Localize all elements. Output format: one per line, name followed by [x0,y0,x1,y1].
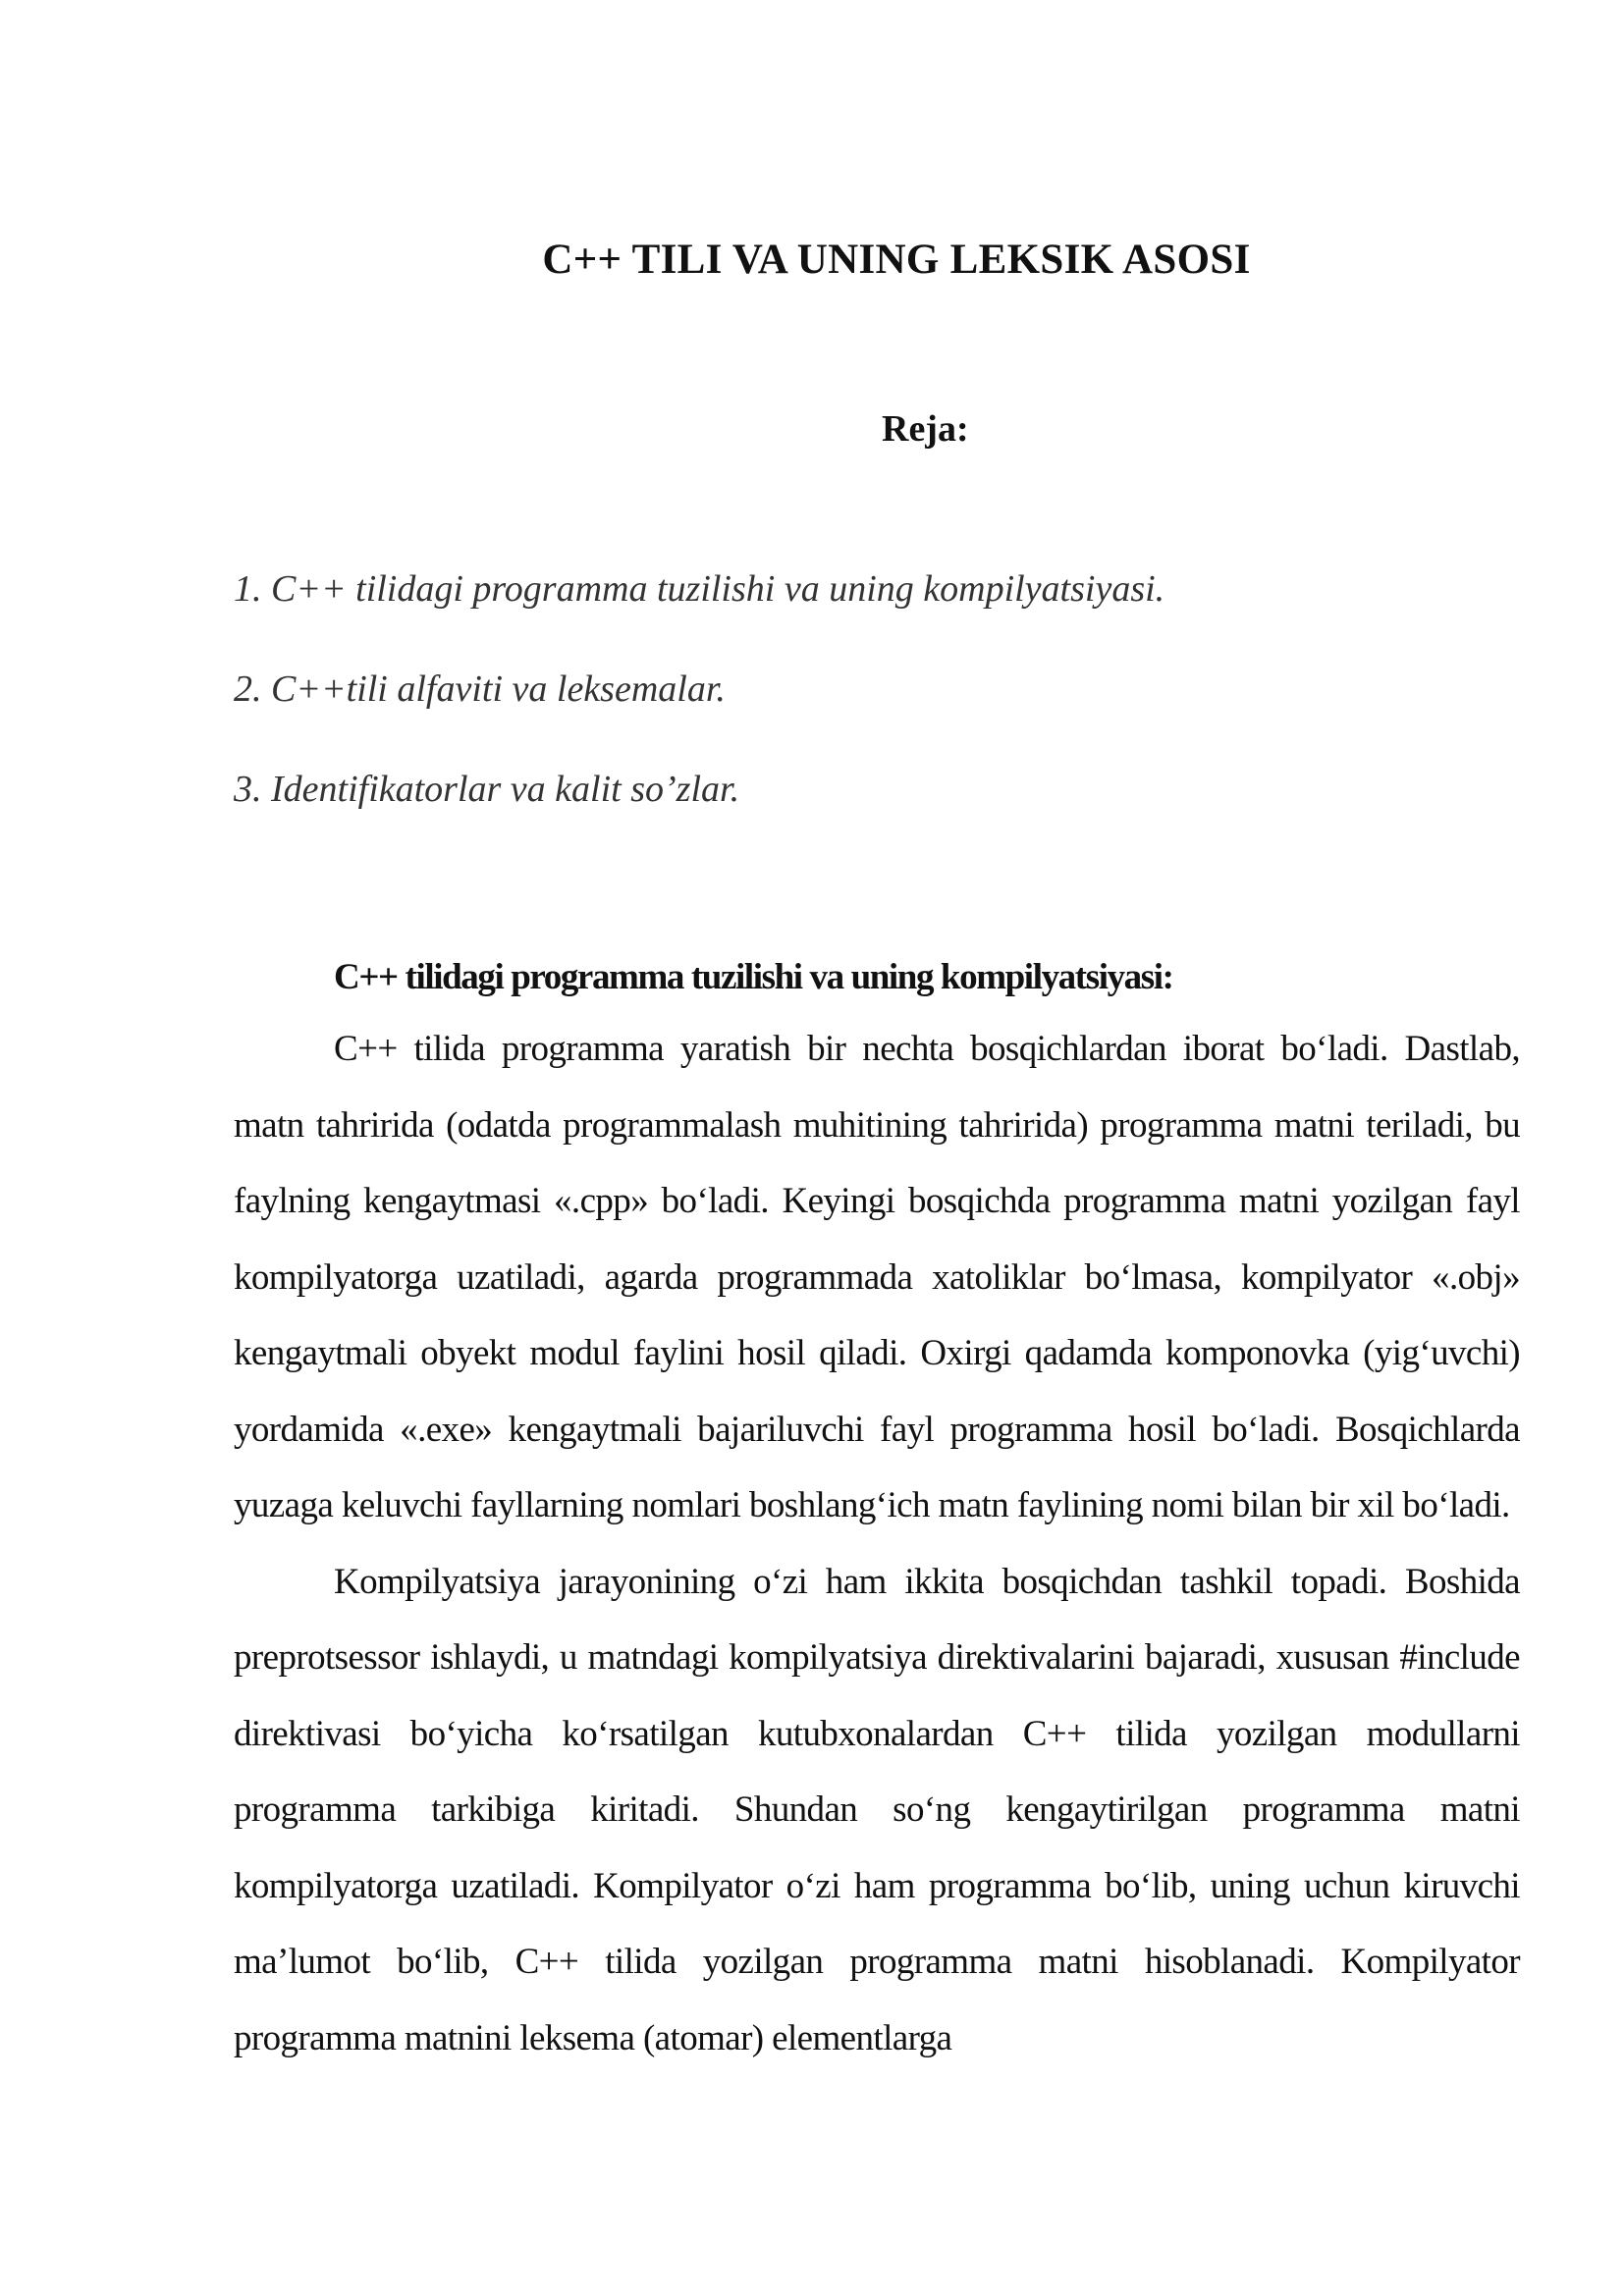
page-border-top [64,63,1570,84]
plan-item: 2. C++tili alfaviti va leksemalar. [234,668,726,710]
paragraph: Kompilyatsiya jarayonining o‘zi ham ikkita bosqichdan tashkil topadi. Boshida preprotsessor ishlaydi, u matndagi kompilyatsiya direktivalarini bajaradi, xususan #include direktivasi bo‘yicha ko‘rsatilgan kutubxonalardan C++ tilida yozilgan modullarni programma tarkibiga kiritadi. Shundan so‘ng kengaytirilgan programma matni kompilyatorga uzatiladi. Kompilyator o‘zi ham programma bo‘lib, uning uchun kiruvchi ma’lumot bo‘lib, C++ tilida yozilgan programma matni hisoblanadi. Kompilyator programma matnini leksema (atomar) elementlarga [234,1561,1520,2058]
page-border-left [64,63,85,2245]
plan-list [234,569,1520,870]
page-border-bottom [64,2223,1570,2245]
document-body [234,236,1520,2058]
plan-heading: Reja: [882,408,969,450]
page-border-right [1548,63,1570,2245]
plan-item: 3. Identifikatorlar va kalit so’zlar. [234,769,740,810]
paragraph: C++ tilida programma yaratish bir nechta bosqichlardan iborat bo‘ladi. Dastlab, matn tahririda (odatda programmalash muhitining tahririda) programma matni teriladi, bu faylning kengaytmasi «.cpp» bo‘ladi. Keyingi bosqichda programma matni yozilgan fayl kompilyatorga uzatiladi, agarda programmada xatoliklar bo‘lmasa, kompilyator «.obj» kengaytmali obyekt modul faylini hosil qiladi. Oxirgi qadamda komponovka (yig‘uvchi) yordamida «.exe» kengaytmali bajariluvchi fayl programma hosil bo‘ladi. Bosqichlarda yuzaga keluvchi fayllarning nomlari boshlang‘ich matn faylining nomi bilan bir xil bo‘ladi. [234,1029,1520,1525]
plan-item: 1. C++ tilidagi programma tuzilishi va uning kompilyatsiyasi. [234,568,1165,610]
section-heading: C++ tilidagi programma tuzilishi va uning kompilyatsiyasi: [334,957,1173,997]
section-compilation [234,954,1520,2076]
document-title: C++ TILI VA UNING LEKSIK ASOSI [542,237,1251,283]
